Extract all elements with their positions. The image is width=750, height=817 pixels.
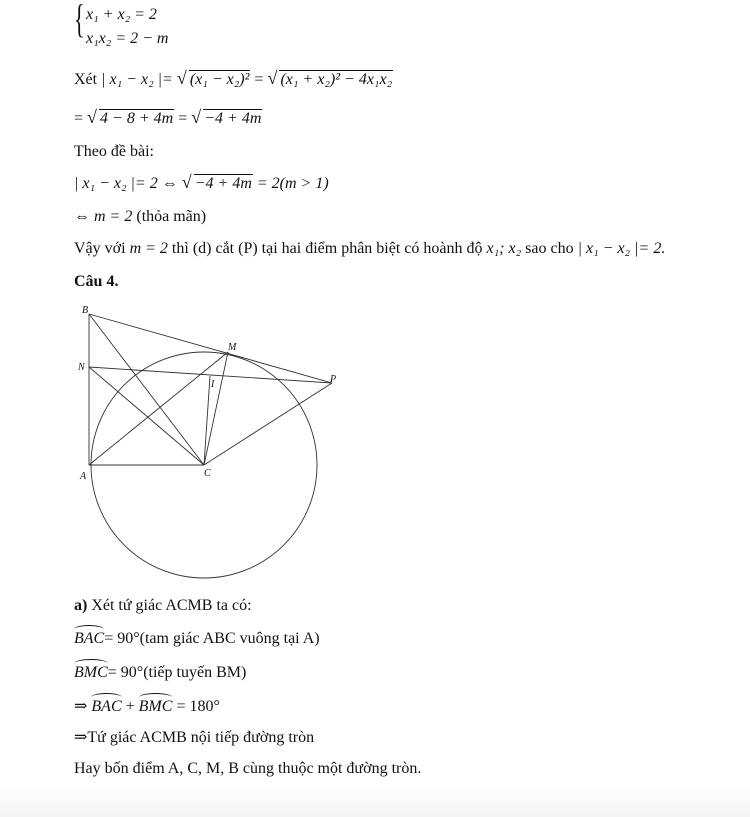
- xet-expr1: | x₁ − x₂ |=: [101, 71, 173, 88]
- vay-b: thì (d) cắt (P) tại hai điểm phân biệt có hoành độ: [171, 240, 483, 257]
- xet-word: Xét: [74, 71, 98, 88]
- sqrt-5-radicand: −4 + 4m: [194, 175, 252, 192]
- part-a-intro: Xét tứ giác ACMB ta có:: [91, 597, 252, 614]
- sqrt-5: [182, 174, 253, 194]
- label-I: I: [211, 379, 215, 390]
- vay-a: Vậy với: [74, 240, 126, 257]
- label-M: M: [228, 342, 237, 353]
- vay-m: m = 2: [129, 240, 168, 257]
- angle-bac: BAC: [74, 630, 105, 647]
- label-P: P: [330, 374, 337, 385]
- sqrt-1: [177, 70, 251, 90]
- equation-system: [74, 0, 274, 48]
- l5-note: (thỏa mãn): [136, 208, 207, 225]
- vay-x: x₁; x₂: [486, 240, 522, 257]
- sqrt-3-radicand: 4 − 8 + 4m: [100, 110, 174, 127]
- angle-bmc-sum: BMC: [138, 698, 173, 715]
- sqrt-3: [87, 109, 174, 129]
- brace-symbol: {: [74, 0, 85, 41]
- sqrt-1-radicand: (x₁ − x₂)²: [189, 71, 250, 88]
- sqrt-2-radicand: (x₁ + x₂)² − 4x₁x₂: [280, 71, 393, 88]
- l4-right: = 2(m > 1): [256, 175, 329, 192]
- xet-line: [74, 70, 393, 90]
- sqrt-4-radicand: −4 + 4m: [204, 110, 262, 127]
- part-a-label: a): [74, 597, 88, 614]
- sum-line: [74, 697, 220, 717]
- sqrt-2: [267, 70, 393, 90]
- angle-bmc: BMC: [74, 664, 108, 681]
- xet-eq: =: [254, 71, 264, 88]
- angle-bac-sum: BAC: [91, 698, 122, 715]
- sqrt-4: [191, 109, 262, 129]
- line-4: [74, 174, 329, 194]
- vay-d: | x₁ − x₂ |= 2.: [577, 240, 666, 257]
- part-a-intro-line: [74, 596, 252, 616]
- conclusion-line: [74, 239, 665, 259]
- page-bottom-shade: [0, 787, 750, 817]
- segment-CP: [204, 383, 332, 465]
- conclude-line: ⇒Tứ giác ACMB nội tiếp đường tròn: [74, 729, 315, 746]
- l4-left: | x₁ − x₂ |= 2 ⇔: [74, 175, 178, 192]
- segment-NC: [89, 367, 204, 465]
- bmc-note: (tiếp tuyến BM): [143, 664, 247, 681]
- bac-value: = 90°: [104, 630, 140, 647]
- bmc-value: = 90°: [107, 664, 144, 681]
- bac-note: (tam giác ABC vuông tại A): [139, 630, 320, 647]
- l2-eq: =: [74, 110, 84, 127]
- label-C: C: [204, 468, 211, 479]
- line-BP: [89, 314, 332, 383]
- sum-arrow: ⇒: [74, 698, 88, 715]
- geometry-figure: [70, 298, 340, 583]
- line-5: [74, 207, 206, 227]
- hay-line: Hay bốn điểm A, C, M, B cùng thuộc một đường tròn.: [74, 760, 422, 777]
- sum-value: = 180°: [176, 698, 220, 715]
- label-N: N: [78, 362, 85, 373]
- segment-BC: [89, 314, 204, 465]
- bac-line: [74, 629, 320, 649]
- vay-c: sao cho: [525, 240, 574, 257]
- label-B: B: [82, 305, 89, 316]
- sum-plus: +: [125, 698, 135, 715]
- system-row-1: x₁ + x₂ = 2: [86, 6, 157, 23]
- line-2: [74, 109, 262, 129]
- l2-eq2: =: [178, 110, 188, 127]
- label-A: A: [80, 471, 87, 482]
- system-row-2: x₁x₂ = 2 − m: [86, 30, 169, 47]
- theo-line: Theo đề bài:: [74, 143, 154, 160]
- bmc-line: [74, 663, 246, 683]
- section-heading: Câu 4.: [74, 273, 119, 290]
- l5-expr: ⇔ m = 2: [74, 208, 133, 225]
